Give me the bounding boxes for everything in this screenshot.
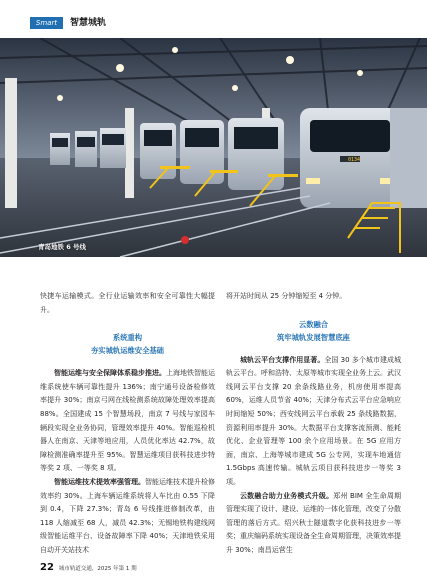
left-subhead xyxy=(40,331,215,357)
left-p1-lead: 智能运维与安全保障体系稳步推进。 xyxy=(54,369,166,378)
photo-caption: 青岛地铁 6 号线 xyxy=(38,243,87,251)
right-p2-lead: 云数融合助力业务模式升级。 xyxy=(240,491,334,500)
left-paragraph-2 xyxy=(40,476,215,558)
right-column xyxy=(226,290,401,558)
left-p1-body: 上海地铁智能运维系统使车辆可靠性提升 136%；南宁通号设备检修效率提升 30%；南京弓网在线检测系统故障处理效率提高 88%。全国建成 15 个智慧场段，南京 7 号线与家园车辆段实现全业务协同，管理效率提升 40%。智能巡检机器人在南京、天津等地应用，人员优化率达 42.7%，故障检测准确率提升至 95%。智慧运维项目获科技进步特等奖 2 项、一等奖 8 项。 xyxy=(40,369,215,473)
right-p1-body: 全国 30 多个城市建成城轨云平台。呼和浩特、太原等城市实现全业务上云。武汉线网云平台支撑 20 余条线路业务，机房使用率提高 60%，运维人员节省 40%；天津分布式云平台应急响应时间缩短 50%；西安线网云平台承载 25 条线路数据，资源利用率提升 30%。大数据平台支撑客流预测、能耗优化、企业管理等 100 余个应用场景。在 5G 应用方面，南京、上海等城市建成 5G 公专网，实现车地通信 1.5Gbps 高速传输。城轨云项目获科技进步一等奖 3 项。 xyxy=(226,355,402,486)
left-intro: 快捷车运输模式。全行业运输效率和安全可靠性大幅提升。 xyxy=(40,292,215,314)
right-paragraph-2 xyxy=(226,490,401,558)
page-header xyxy=(0,0,427,36)
page-number: 22 xyxy=(40,562,54,573)
section-tag: Smart xyxy=(30,17,63,29)
page-footer xyxy=(40,562,137,573)
left-subhead-line1: 系统重构 xyxy=(112,333,143,343)
right-subhead xyxy=(226,318,401,344)
right-paragraph-1 xyxy=(226,354,401,490)
right-subhead-line1: 云数融合 xyxy=(298,319,329,329)
right-p2-body: 郑州 BIM 全生命周期管理实现了设计、建设、运维的一体化管理，改变了分散管理的落后方式。绍兴秋士隧道数字化获科技进步一等奖；重庆编码系统实现设备全生命周期管理，决策效率提升 30%；南昌运营生 xyxy=(226,491,402,554)
left-p2-body: 智能运维技术提升检修效率约 30%。上海车辆运维系统将人车比由 0.55 下降到 0.4，下降 27.3%；青岛 6 号线推进修制改革，由 118 人缩减至 68 人，减员 42.3%；无锡地铁构建线网级智能运维平台、设备故障率下降 40%；天津地铁采用自动开关站技术 xyxy=(40,477,215,554)
right-intro: 将开站时间从 25 分钟缩短至 4 分钟。 xyxy=(226,292,347,300)
section-title: 智慧城轨 xyxy=(70,18,107,28)
left-p2-lead: 智能运维技术提效率强管理。 xyxy=(54,477,145,486)
metro-depot-photo xyxy=(0,38,427,257)
right-subhead-line2: 筑牢城轨发展智慧底座 xyxy=(277,332,350,342)
depot-illustration xyxy=(0,38,427,257)
train-number: 0134 xyxy=(348,157,361,163)
right-p1-lead: 城轨云平台支撑作用显著。 xyxy=(240,355,325,364)
left-subhead-line2: 夯实城轨运维安全基础 xyxy=(91,346,164,356)
left-column xyxy=(40,290,215,558)
left-paragraph-1 xyxy=(40,367,215,476)
publication-name: 城市轨道交通，2025 年第 1 期 xyxy=(58,566,137,572)
